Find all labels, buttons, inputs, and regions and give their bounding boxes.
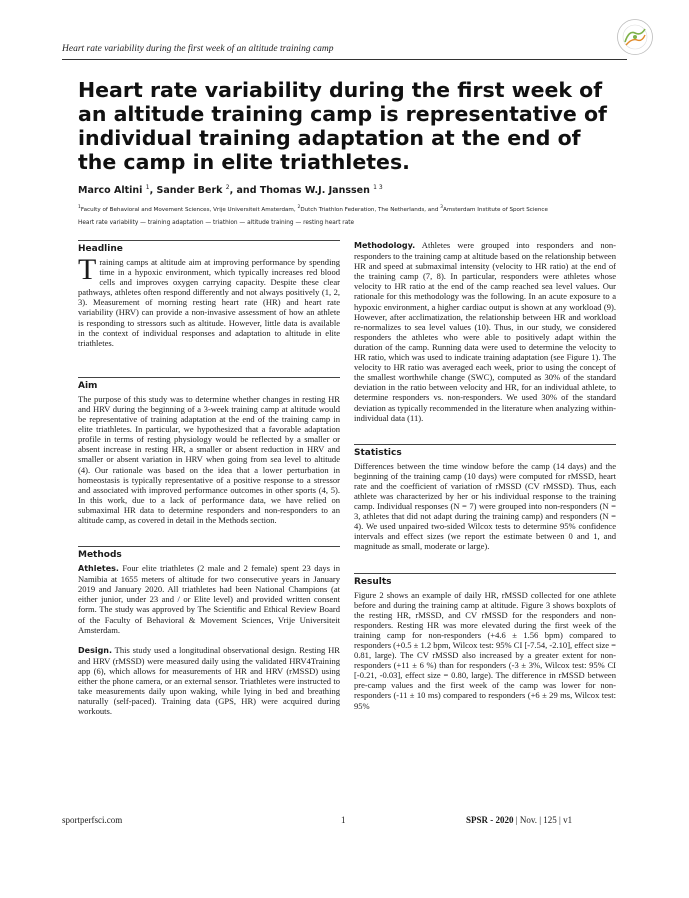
- section-rule: [78, 377, 340, 378]
- author-affil-mark: 2: [225, 184, 230, 191]
- author-separator: , and: [229, 185, 260, 197]
- running-head: Heart rate variability during the first week of an altitude training camp: [62, 44, 334, 54]
- author-affil-mark: 1 3: [373, 184, 383, 191]
- affil-text: Amsterdam Institute of Sport Science: [443, 206, 548, 213]
- section-heading: Methods: [78, 550, 122, 561]
- design-paragraph: [78, 645, 340, 717]
- paragraph-heading: Athletes.: [78, 564, 119, 574]
- section-text: Figure 2 shows an example of daily HR, rMSSD collected for one athlete before and during the training camp at altitude. Figure 3 shows boxplots of the resting HR, rMSSD, and CV rMSSD for the responders and non-responders. Resting HR was more elevated during the first week of the training camp for non-responders (+4.6 ± 1.56 bpm) compared to responders (+0.5 ± 1.2 bpm, Wilcox test: 95% CI [-7.54, -2.10], effect size = 0.81, large). The CV rMSSD also increased by a greater extent for non-responders (+11 ± 6 %) than for responders (-3 ± 3%, Wilcox test: 95% CI [-0.21, -0.03], effect size = 0.80, large). The difference in rMSSD between pre-camp values and the first week of the camp was lower for non-responders (-11 ± 10 ms) compared to responders (+6 ± 29 ms, Wilcox test: 95%: [354, 589, 616, 711]
- section-text: Differences between the time window before the camp (14 days) and the beginning of the training camp (10 days) were computed for rMSSD, heart rate and the coefficient of variation of rMSSD (CV rMSSD). Thus, each athlete was characterized by her or his individual response to the training camp. Individual responses (N = 7) were grouped into non-responders (N = 3, athletes that did not adapt during the training camp) and responders (N = 4). We used unpaired two-sided Wilcox tests to determine 95% confidence intervals and effect sizes (we report the estimate between 0 and 1, and magnitude as small, moderate or large).: [354, 460, 616, 552]
- section-rule: [354, 573, 616, 574]
- methodology-paragraph: [354, 240, 616, 423]
- section-aim: [78, 377, 340, 525]
- author-affil-mark: 1: [145, 184, 150, 191]
- section-rule: [354, 444, 616, 445]
- footer-journal-info: [466, 815, 572, 825]
- section-text: raining camps at altitude aim at improving performance by spending time in a hypoxic environment, which typically increases red blood cells and improves oxygen carrying capacity. Despite these clear pathways, athletes often respond differently and not always positively (1, 2, 3). Measurement of morning resting heart rate (HR) and heart rate variability (HRV) can provide a non-invasive assessment of how an athlete is responding to stressors such as altitude. However, little data is available in the context of individual responses and adaptation to altitude in elite triathletes.: [78, 257, 340, 348]
- author-name: Sander Berk: [156, 185, 223, 197]
- section-heading: Headline: [78, 244, 123, 254]
- author-name: Marco Altini: [78, 185, 143, 197]
- paragraph-text: Four elite triathletes (2 male and 2 female) spent 23 days in Namibia at 1655 meters of altitude for two consecutive years in January 2019 and January 2020. All triathletes had been National Champions (at either junior, under 23 and / or Elite level) and provided written consent form. The study was approved by The Scientific and Ethical Review Board of the Faculty of Behavioral & Movement Sciences, Vrije Universiteit Amsterdam.: [78, 563, 340, 635]
- section-heading: Results: [354, 576, 392, 587]
- section-methods: [78, 546, 340, 716]
- page-number: 1: [341, 815, 346, 825]
- section-heading: Statistics: [354, 447, 402, 458]
- section-body: [78, 253, 340, 348]
- affil-mark: 1: [78, 205, 81, 210]
- affil-mark: 3: [440, 205, 444, 210]
- section-rule: [78, 240, 340, 241]
- journal-name: SPSR - 2020: [466, 815, 514, 825]
- paragraph-text: Athletes were grouped into responders and non-responders to the training camp at altitude based on the relationship between HR and speed at submaximal intensity (velocity to HR ratio) at the end of the training camp (7, 8). In particular, responders were athletes whose velocity to HR ratio at the end of the camp reached sea level values. Our rationale for this methodology was the following. In an acute exposure to a hypoxic environment, a higher cardiac output is shown at any workload (9). However, after acclimatization, the relationship between HR and workload re-normalizes to sea level values (10). Thus, in our study, we considered responders the athletes who were able to positively adapt within the duration of the camp. Running data were used to determine the velocity to HR ratio, which was used to indicate training adaptation (see Figure 1). The velocity to HR ratio was averaged each week, prior to using the concept of the smallest worthwhile change (SWC), computed as 30% of the standard deviation in the ratio between velocity and HR, for an individual athlete, to determine responders vs. non-responders. We used 30% of the standard deviation as typically recommended in the literature when analyzing within-individual data (11).: [354, 240, 616, 423]
- affil-text: Faculty of Behavioral and Movement Sciences, Vrije Universiteit Amsterdam,: [80, 206, 298, 213]
- section-results: [354, 573, 616, 711]
- keywords: Heart rate variability — training adaptation — triathlon — altitude training — resting heart rate: [78, 220, 355, 226]
- paragraph-heading: Methodology.: [354, 241, 416, 250]
- paragraph-heading: Design.: [78, 645, 113, 655]
- journal-seal-logo: [616, 18, 654, 56]
- affiliations: [78, 205, 638, 213]
- author-name: Thomas W.J. Janssen: [259, 185, 370, 197]
- author-separator: ,: [149, 185, 157, 197]
- section-text: The purpose of this study was to determine whether changes in resting HR and HRV during the beginning of a 3-week training camp at altitude would be representative of training adaptation at the end of the training camp in elite triathletes. In particular, we hypothesized that a favorable adaptation profile in terms of resting physiology would be reflected by a smaller or absent increase in resting HR, a smaller or absent reduction in HRV and smaller or absent variation in HRV when going from sea level to altitude (4). Our rationale was based on the idea that a lower perturbation in homeostasis is typically representative of a positive response to a stressor and associated with improved performance outcomes in other sports (4, 5). In this work, due to a lack of performance data, we have relied on submaximal HR data to determine responders and non-responders to an altitude camp, as covered in detail in the Methods section.: [78, 393, 340, 525]
- athletes-paragraph: [78, 563, 340, 635]
- paragraph-text: This study used a longitudinal observational design. Resting HR and HRV (rMSSD) were measured daily using the validated HRV4Training app (6), which allows for measurements of HR and HRV (rMSSD) using either the phone camera, or an external sensor. Triathletes were instructed to take measurements daily upon waking, while lying in bed and breathing naturally (self-paced). Training data (GPS, HR) were acquired during workouts.: [78, 644, 340, 717]
- drop-cap: T: [78, 253, 97, 286]
- section-heading: Aim: [78, 380, 98, 391]
- section-headline: [78, 240, 340, 348]
- issue-info: | Nov. | 125 | v1: [513, 815, 573, 825]
- affil-text: Dutch Triathlon Federation, The Netherlands, and: [300, 206, 441, 213]
- author-list: [78, 184, 618, 196]
- section-statistics: [354, 444, 616, 552]
- affil-mark: 2: [297, 205, 301, 210]
- article-title: Heart rate variability during the first week of an altitude training camp is representative of individual training adaptation at the end of the camp in elite triathletes.: [78, 78, 607, 174]
- section-rule: [78, 546, 340, 547]
- right-column: [354, 240, 616, 711]
- left-column: [78, 240, 340, 716]
- header-rule: [62, 59, 627, 60]
- footer-url: sportperfsci.com: [62, 815, 123, 825]
